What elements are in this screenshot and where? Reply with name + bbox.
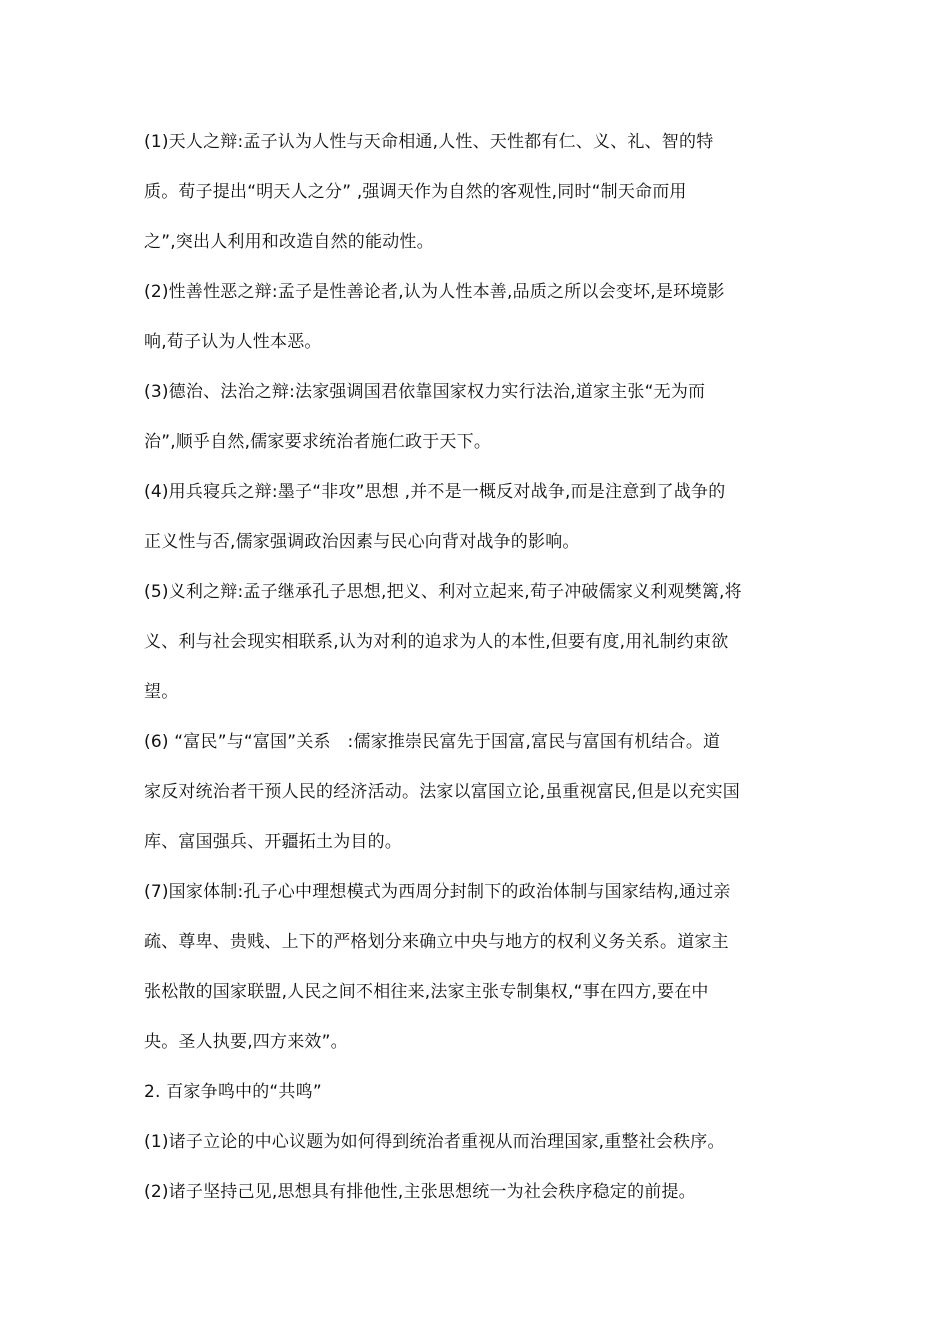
text-line: 库、富国强兵、开疆拓土为目的。 (144, 832, 402, 852)
text-line: (4)用兵寝兵之辩:墨子“非攻”思想 ,并不是一概反对战争,而是注意到了战争的 (144, 482, 726, 502)
text-line: 之”,突出人利用和改造自然的能动性。 (144, 232, 434, 252)
text-line: 治”,顺乎自然,儒家要求统治者施仁政于天下。 (144, 432, 492, 452)
text-line: 张松散的国家联盟,人民之间不相往来,法家主张专制集权,“事在四方,要在中 (144, 982, 709, 1002)
text-line: (3)德治、法治之辩:法家强调国君依靠国家权力实行法治,道家主张“无为而 (144, 382, 706, 402)
text-line: 响,荀子认为人性本恶。 (144, 332, 322, 352)
text-line: 质。荀子提出“明天人之分” ,强调天作为自然的客观性,同时“制天命而用 (144, 182, 687, 202)
text-line: (7)国家体制:孔子心中理想模式为西周分封制下的政治体制与国家结构,通过亲 (144, 882, 731, 902)
text-line: 正义性与否,儒家强调政治因素与民心向背对战争的影响。 (144, 532, 580, 552)
text-line: (5)义利之辩:孟子继承孔子思想,把义、利对立起来,荀子冲破儒家义利观樊篱,将 (144, 582, 742, 602)
text-line: 望。 (144, 682, 179, 702)
text-line: (1)天人之辩:孟子认为人性与天命相通,人性、天性都有仁、义、礼、智的特 (144, 132, 714, 152)
text-line: (2)诸子坚持己见,思想具有排他性,主张思想统一为社会秩序稳定的前提。 (144, 1182, 696, 1202)
text-line: 央。圣人执要,四方来效”。 (144, 1032, 348, 1052)
section-heading: 2. 百家争鸣中的“共鸣” (144, 1082, 322, 1102)
text-line: 疏、尊卑、贵贱、上下的严格划分来确立中央与地方的权利义务关系。道家主 (144, 932, 729, 952)
text-line: (2)性善性恶之辩:孟子是性善论者,认为人性本善,品质之所以会变坏,是环境影 (144, 282, 725, 302)
text-line: 家反对统治者干预人民的经济活动。法家以富国立论,虽重视富民,但是以充实国 (144, 782, 741, 802)
text-line: (6) “富民”与“富国”关系 :儒家推崇民富先于国富,富民与富国有机结合。道 (144, 732, 721, 752)
text-line: (1)诸子立论的中心议题为如何得到统治者重视从而治理国家,重整社会秩序。 (144, 1132, 725, 1152)
text-line: 义、利与社会现实相联系,认为对利的追求为人的本性,但要有度,用礼制约束欲 (144, 632, 729, 652)
